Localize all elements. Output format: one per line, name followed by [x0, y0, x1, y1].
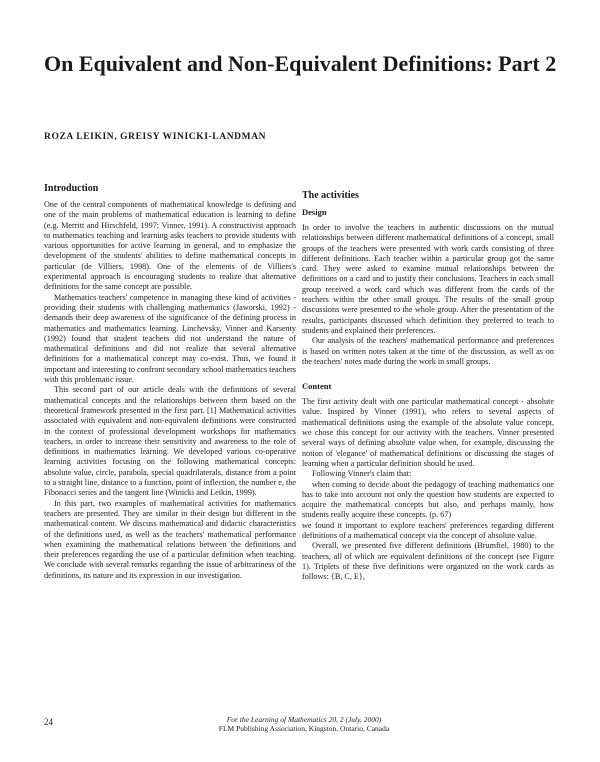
block-quote: when coming to decide about the pedagogy of teaching mathematics one has to take into account not only the question how students are expected to acquire the mathematical concepts but also, and perhaps mainly, how students really acquire these concepts. (p. 67)	[302, 479, 554, 520]
content-subheading: Content	[302, 381, 332, 392]
introduction-heading: Introduction	[44, 183, 99, 194]
article-title: On Equivalent and Non-Equivalent Definitions: Part 2	[44, 51, 557, 76]
content-paragraph: Overall, we presented five different definitions (Brumfiel, 1980) to the teachers, all of which are equivalent definitions of the concept (see Figure 1). Triplets of these five definitions were organized on the work cards as follows: {B, C, E},	[302, 541, 554, 582]
design-paragraph: In order to involve the teachers in authentic discussions on the mutual relationships between different mathematical definitions of a concept, small groups of the teachers were presented with work cards consisting of three different definitions. Each teacher within a particular group got the same card. They were asked to examine mutual relationships between the definitions on a card and to justify their conclusions. Teachers in each small group received a work card which was different from the cards of the teachers within the other small groups. The results of the small group discussions were presented to the whole group. After the presentation of the results, participants discussed which definition they preferred to teach to students and explained their preferences.	[302, 223, 554, 335]
intro-paragraph: Mathematics teachers' competence in managing these kind of activities - providing their students with challenging mathematics (Jaworski, 1992) - demands their deep awareness of the significance of the defining process in mathematics and mathematics learning. Linchevsky, Vinner and Karsenty (1992) found that student teachers did not understand the nature of mathematical definitions and did not realize that several alternative definitions for a mathematical concept may co-exist. Thus, we found it important and interesting to confront secondary school mathematics teachers with this problematic issue.	[44, 292, 296, 385]
intro-paragraph: One of the central components of mathematical knowledge is defining and one of the main problems of mathematical education is learning to define (e.g. Merritt and Hirschfeld, 1997; Vinner, 1991). A constructivist approach to mathematics teaching and learning asks teachers to provide students with various opportunities for active learning in general, and to emphasize the development of the students' abilities to define mathematical concepts in particular (de Villiers, 1998). One of the elements of de Villiers's experimental approach is encouraging students to realize that alternative definitions for the same concept are possible.	[44, 200, 296, 292]
article-authors: ROZA LEIKIN, GREISY WINICKI-LANDMAN	[44, 132, 267, 142]
intro-paragraph: In this part, two examples of mathematical activities for mathematics teachers are presented. They are similar in their design but different in the mathematical content. We discuss mathematical and didactic characteristics of the definitions used, as well as the teachers' mathematical performance when examining the mathematical relations between the definitions and their preferences regarding the use of a particular definition when teaching. We conclude with several remarks regarding the issue of arbitrariness of the definitions, its nature and its expression in our investigation.	[44, 498, 296, 580]
design-subheading: Design	[302, 207, 327, 217]
content-paragraph: we found it important to explore teachers' preferences regarding different definitions of a mathematical concept via the concept of absolute value.	[302, 520, 554, 541]
content-paragraph: Following Vinner's claim that:	[312, 469, 412, 479]
activities-heading: The activities	[302, 190, 359, 201]
content-paragraph: The first activity dealt with one particular mathematical concept - absolute value. Inspired by Vinner (1991), who refers to several aspects of mathematical definitions using the example of the absolute value concept, we chose this concept for our activity with the teachers. Vinner presented several ways of defining absolute value when, for example, discussing the notion of 'elegance' of mathematical definitions or discussing the stages of learning when a particular definition should be used.	[302, 397, 554, 468]
intro-paragraph: This second part of our article deals with the definitions of several mathematical concepts and the relationships between them based on the theoretical framework presented in the first part. [1] Mathematical activities associated with equivalent and non-equivalent definitions were constructed in the context of professional development workshops for mathematics teachers, in order to increase their sensitivity and awareness to the role of definitions in mathematics learning. We developed various co-operative learning activities focusing on the following mathematical concepts: absolute value, circle, parabola, special quadrilaterals, distance from a point to a straight line, distance to a function, point of inflection, the number e, the Fibonacci series and the tangent line (Winicki and Leikin, 1999).	[44, 385, 296, 498]
journal-citation: For the Learning of Mathematics 20, 2 (July, 2000)	[226, 715, 382, 724]
page-number: 24	[44, 717, 53, 727]
left-column	[44, 183, 296, 581]
publisher-line: FLM Publishing Association, Kingston, Ontario, Canada	[218, 724, 390, 733]
design-paragraph: Our analysis of the teachers' mathematical performance and preferences is based on written notes taken at the time of the discussion, as well as on the teachers' notes made during the work in small groups.	[302, 336, 554, 366]
right-column	[302, 190, 554, 583]
